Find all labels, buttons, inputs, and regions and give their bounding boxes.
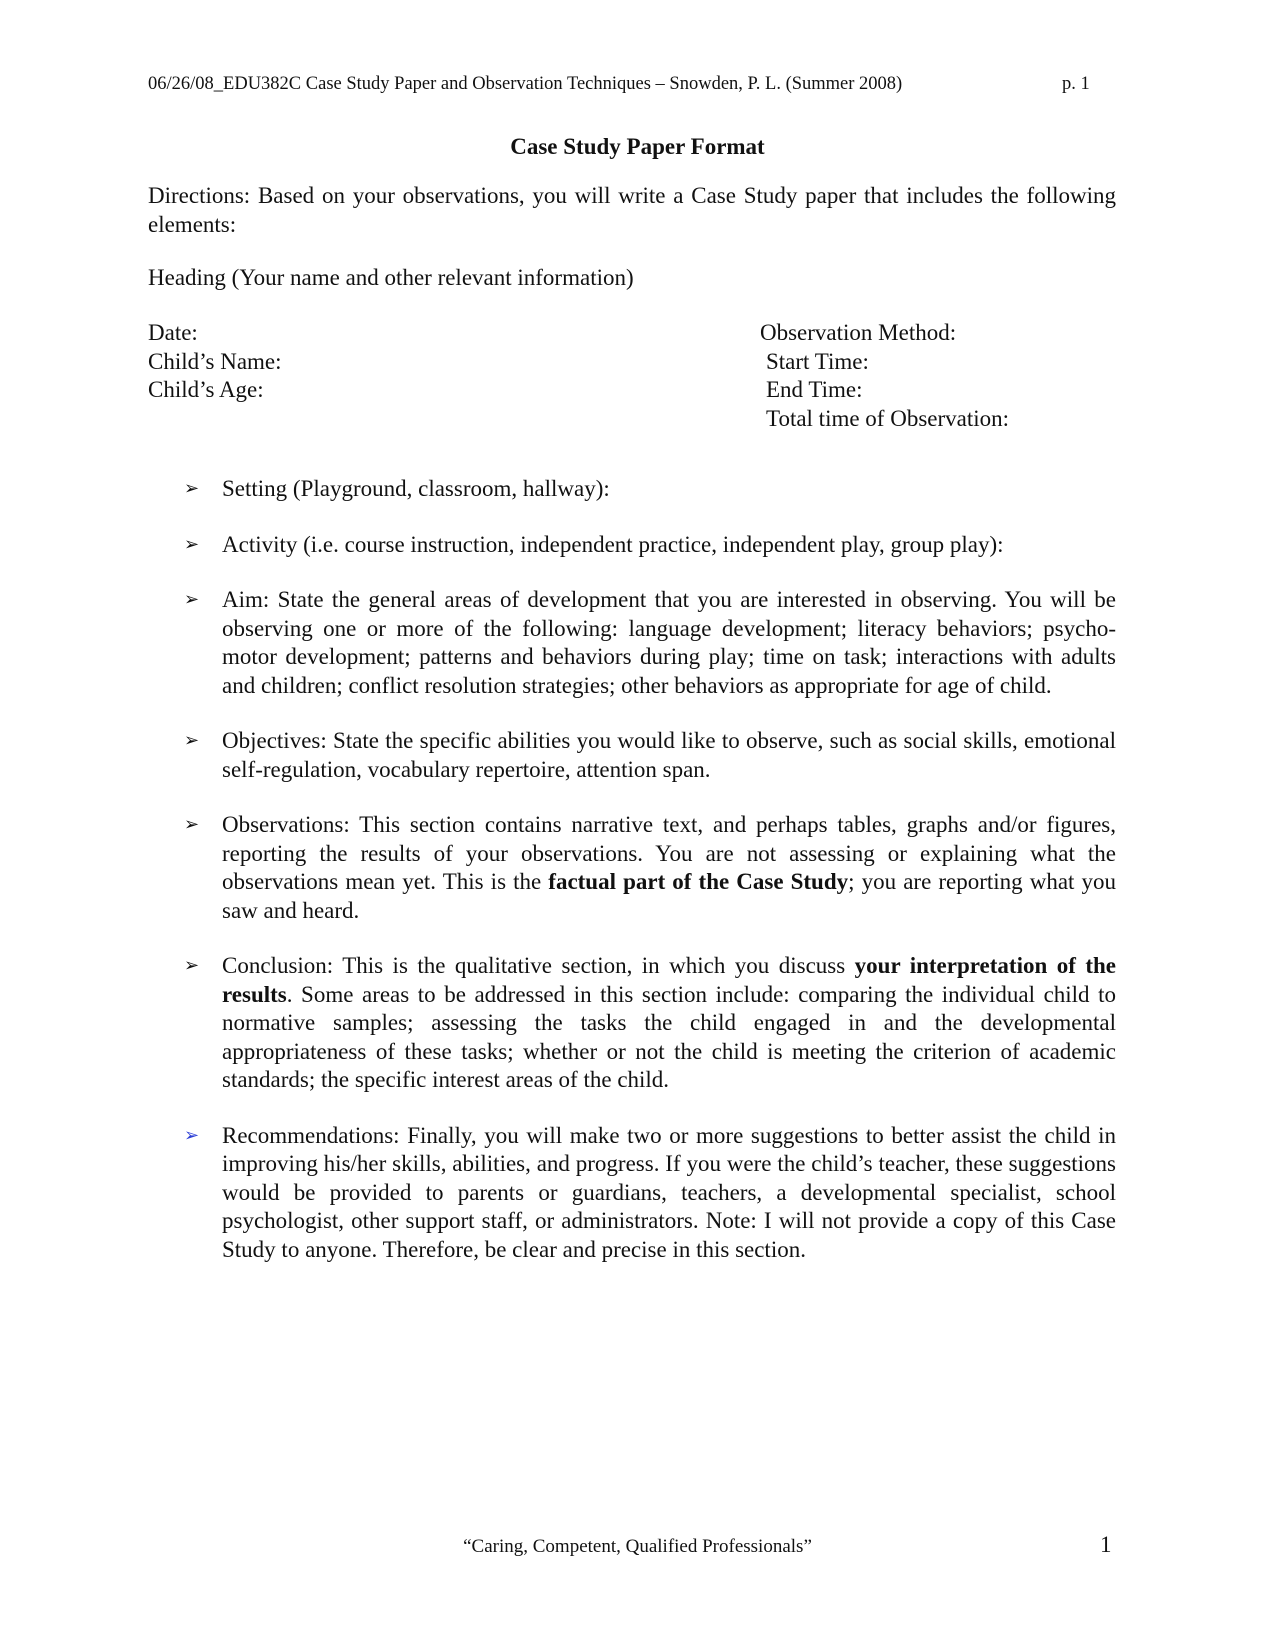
arrow-bullet-icon: ➢ (184, 1124, 200, 1146)
recommendations-text: Recommendations: Finally, you will make two or more suggestions to better assist the child in improving his/her skills, abilities, and progress. If you were the child’s teacher, these suggestions would be provided to parents or guardians, teachers, a developmental specialist, school psychologist, other support staff, or administrators. Note: I will not provide a copy of this Case Study to anyone. Therefore, be clear and precise in this section. (222, 1122, 1116, 1262)
heading-line: Heading (Your name and other relevant information) (148, 265, 634, 290)
activity-text: Activity (i.e. course instruction, independent practice, independent play, group play): (222, 531, 1004, 557)
arrow-bullet-icon: ➢ (184, 478, 200, 499)
list-item-activity (148, 531, 1116, 560)
field-total-time: Total time of Observation: (766, 405, 1010, 431)
observations-bold-text: factual part of the Case Study (548, 869, 849, 894)
directions-paragraph: Directions: Based on your observations, you will write a Case Study paper that includes the following elements: (148, 183, 1116, 237)
fields-right (760, 319, 1009, 433)
field-childs-name: Child’s Name: (148, 348, 282, 374)
conclusion-text-b: . Some areas to be addressed in this section include: comparing the individual child to normative samples; assessing the tasks the child engaged in and the developmental appropriateness of these tasks; whether or not the child is meeting the criterion of academic standards; the specific interest areas of the child. (222, 981, 1116, 1092)
observations-text-b: ; you are reporting what you saw and heard. (222, 869, 1117, 923)
list-item-recommendations (148, 1122, 1116, 1265)
arrow-bullet-icon: ➢ (184, 730, 200, 751)
field-observation-method: Observation Method: (760, 320, 957, 345)
field-childs-age: Child’s Age: (148, 377, 264, 402)
conclusion-bold-text: your interpretation of the results (222, 953, 1116, 1007)
list-item-observations (148, 811, 1116, 925)
objectives-text: Objectives: State the specific abilities you would like to observe, such as social skills, emotional self-regulation, vocabulary repertoire, attention span. (222, 728, 1116, 782)
arrow-bullet-icon: ➢ (184, 814, 200, 835)
running-header: 06/26/08_EDU382C Case Study Paper and Observation Techniques – Snowden, P. L. (Summer 2008) (148, 74, 903, 94)
field-start-time: Start Time: (766, 348, 869, 374)
arrow-bullet-icon: ➢ (184, 533, 200, 555)
field-date: Date: (148, 320, 198, 345)
arrow-bullet-icon: ➢ (184, 955, 200, 976)
arrow-bullet-icon: ➢ (184, 589, 200, 610)
header-page-label: p. 1 (1062, 74, 1090, 94)
field-end-time: End Time: (766, 377, 863, 402)
list-item-conclusion (148, 952, 1116, 1095)
page-title: Case Study Paper Format (510, 134, 765, 159)
elements-list (148, 475, 1116, 1291)
list-item-setting (148, 475, 1116, 504)
footer-page-number: 1 (1100, 1532, 1112, 1557)
aim-text: Aim: State the general areas of development that you are interested in observing. You will be observing one or more of the following: language development; literacy behaviors; psycho-motor development; patterns and behaviors during play; time on task; interactions with adults and children; conflict resolution strategies; other behaviors as appropriate for age of child. (222, 587, 1116, 698)
footer-tagline: “Caring, Competent, Qualified Professionals” (463, 1536, 812, 1557)
setting-text: Setting (Playground, classroom, hallway): (222, 476, 610, 501)
list-item-objectives (148, 727, 1116, 784)
observations-text-a: Observations: This section contains narrative text, and perhaps tables, graphs and/or figures, reporting the results of your observations. You are not assessing or explaining what the observations mean yet. This is the (222, 812, 1116, 894)
conclusion-text-a: Conclusion: This is the qualitative section, in which you discuss (222, 953, 855, 978)
fields-left (148, 319, 282, 405)
list-item-aim (148, 586, 1116, 700)
